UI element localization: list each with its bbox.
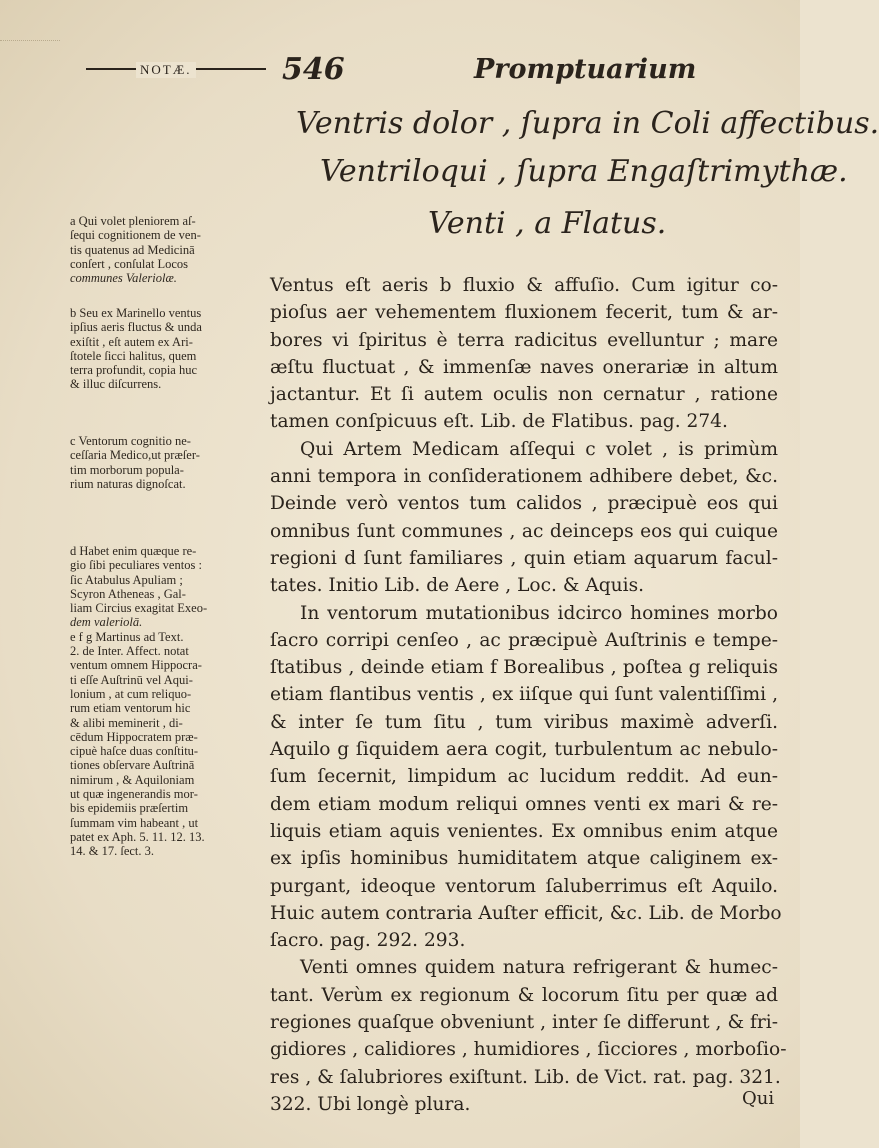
text-line: regiones quaſque obveniunt , inter ſe differunt , & fri- [270, 1012, 778, 1034]
page-number: 546 [282, 52, 345, 87]
notae-label: NOTÆ. [136, 62, 196, 78]
margin-note-a: a Qui volet pleniorem aſ- ſequi cognitionem de ven- tis quatenus ad Medicinā conſert , conſulat Locos communes Valeriolæ. [70, 214, 201, 286]
text-line: etiam flantibus ventis , ex iiſque qui ſunt valentiſſimi , [270, 684, 778, 706]
text-line: liquis etiam aquis venientes. Ex omnibus enim atque [270, 820, 778, 842]
page-edge-mark [0, 40, 60, 51]
heading-ventris-dolor: Ventris dolor , ſupra in Coli affectibus. [296, 106, 879, 141]
text-line: regioni d ſunt familiares , quin etiam aquarum facul- [270, 547, 778, 569]
text-line: Huic autem contraria Auſter efficit, &c. Lib. de Morbo [270, 902, 782, 924]
text-line: bores vi ſpiritus è terra radicitus evelluntur ; mare [270, 329, 778, 351]
text-line: gidiores , calidiores , humidiores , ſicciores , morboſio- [270, 1039, 787, 1061]
page-header [86, 52, 776, 92]
heading-venti: Venti , a Flatus. [428, 206, 667, 241]
text-line: Ventus eſt aeris b fluxio & affuſio. Cum igitur co- [270, 275, 778, 296]
margin-note-c: c Ventorum cognitio ne- ceſſaria Medico,ut præſer- tim morborum popula- rium naturas dignoſcat. [70, 434, 200, 491]
text-line: ſum ſecernit, limpidum ac lucidum reddit. Ad eun- [270, 766, 778, 788]
text-line: Venti omnes quidem natura refrigerant & humec- [300, 957, 778, 979]
text-line: Deinde verò ventos tum calidos , præcipuè eos qui [270, 493, 778, 515]
text-line: ex ipſis hominibus humiditatem atque caliginem ex- [270, 848, 778, 870]
text-line: ſacro corripi cenſeo , ac præcipuè Auſtrinis e tempe- [270, 629, 778, 651]
heading-ventriloqui: Ventriloqui , ſupra Engaſtrimythæ. [320, 154, 848, 189]
text-line: Aquilo g ſiquidem aera cogit, turbulentum ac nebulo- [270, 739, 778, 761]
main-text [270, 272, 787, 1118]
text-line: anni tempora in conſiderationem adhibere debet, &c. [270, 466, 778, 488]
text-line: dem etiam modum reliqui omnes venti ex mari & re- [270, 793, 778, 815]
text-line: 322. Ubi longè plura. [270, 1093, 471, 1115]
text-line: & inter ſe tum ſitu , tum viribus maximè adverſi. [270, 711, 778, 733]
text-line: res , & ſalubriores exiſtunt. Lib. de Vict. rat. pag. 321. [270, 1066, 781, 1088]
text-line: Qui Artem Medicam aſſequi c volet , is primùm [300, 438, 778, 460]
text-line: tant. Verùm ex regionum & locorum ſitu per quæ ad [270, 984, 778, 1006]
text-line: tamen conſpicuus eſt. Lib. de Flatibus. pag. 274. [270, 411, 728, 433]
text-line: purgant, ideoque ventorum ſaluberrimus eſt Aquilo. [270, 875, 778, 897]
text-line: æſtu fluctuat , & immenſæ naves onerariæ in altum [270, 356, 778, 378]
text-line: ſtatibus , deinde etiam f Borealibus , poſtea g reliquis [270, 657, 778, 679]
margin-note-b: b Seu ex Marinello ventus ipſius aeris fluctus & unda exiſtit , eſt autem ex Ari- ſtotele ſicci halitus, quem terra profundit, copia huc & illuc diſcurrens. [70, 306, 202, 392]
catchword: Qui [742, 1088, 775, 1109]
text-line: In ventorum mutationibus idcirco homines morbo [300, 602, 778, 624]
margin-note-d: d Habet enim quæque re- gio ſibi peculiares ventos : ſic Atabulus Apuliam ; Scyron Atheneas , Gal- liam Circius exagitat Exeo- dem valeriolā. e f g Martinus ad Text. 2. de Inter. Affect. notat ventum omnem Hippocra- ti eſſe Auſtrinū vel Aqui- lonium , at cum reliquo- rum etiam ventorum hic & alibi meminerit , di- cēdum Hippocratem præ- cipuè haſce duas conſtitu- tiones obſervare Auſtrinā nimirum , & Aquiloniam ut quæ ingenerandis mor- bis epidemiis præſertim ſummam vim habeant , ut patet ex Aph. 5. 11. 12. 13. 14. & 17. ſect. 3. [70, 544, 208, 859]
running-title: Promptuarium [474, 54, 697, 85]
text-line: jactantur. Et ſi autem oculis non cernatur , ratione [270, 384, 778, 406]
text-line: pioſus aer vehementem fluxionem fecerit, tum & ar- [270, 302, 778, 324]
text-line: ſacro. pag. 292. 293. [270, 930, 466, 952]
text-line: omnibus ſunt communes , ac deinceps eos qui cuique [270, 520, 778, 542]
text-line: tates. Initio Lib. de Aere , Loc. & Aquis. [270, 575, 645, 597]
